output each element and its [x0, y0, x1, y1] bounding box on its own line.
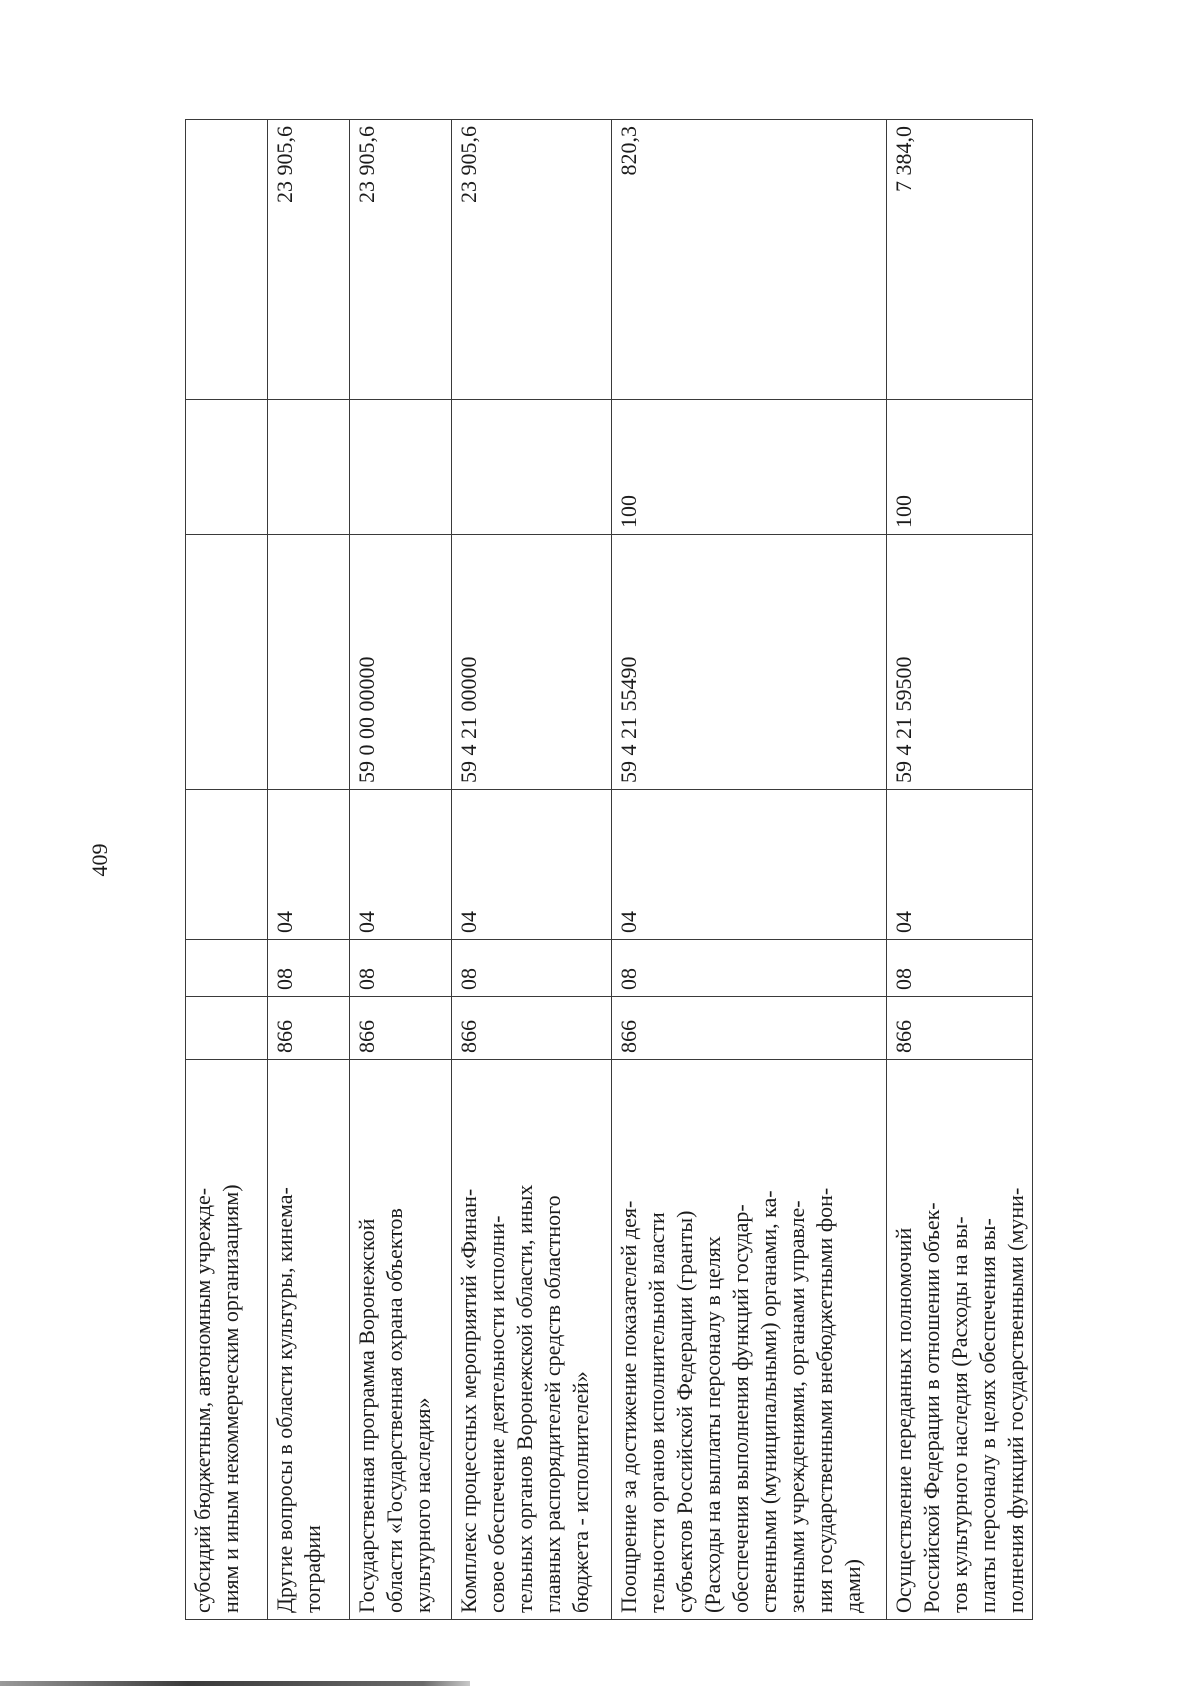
section-code: 08	[612, 940, 887, 997]
amount: 23 905,6	[452, 120, 612, 400]
description-line: бюджета - исполнителей»	[568, 1371, 593, 1613]
description-line: Осуществление переданных полномочий	[891, 1227, 916, 1613]
amount: 7 384,0	[887, 120, 1033, 400]
description-line: совое обеспечение деятельности исполни-	[484, 1215, 509, 1613]
target-article: 59 4 21 55490	[612, 535, 887, 790]
target-article: 59 4 21 59500	[887, 535, 1033, 790]
expense-type	[186, 400, 268, 535]
description-line: обеспечения выполнения функций государ-	[728, 1204, 753, 1613]
ministry-code: 866	[612, 997, 887, 1060]
row-description	[186, 1060, 268, 1620]
description-line: Комплекс процессных мероприятий «Финан-	[456, 1188, 481, 1613]
subsection-code: 04	[887, 790, 1033, 940]
scan-edge-rule	[0, 1681, 470, 1686]
description-line: ниям и иным некоммерческим организациям)	[218, 1184, 243, 1613]
description-line: культурного наследия»	[410, 1397, 435, 1613]
description-line: ния государственными внебюджетными фон-	[812, 1187, 837, 1613]
ministry-code	[186, 997, 268, 1060]
expense-type	[268, 400, 350, 535]
description-line: Государственная программа Воронежской	[354, 1218, 379, 1613]
amount: 23 905,6	[268, 120, 350, 400]
expense-type: 100	[612, 400, 887, 535]
target-article	[268, 535, 350, 790]
expense-type: 100	[887, 400, 1033, 535]
subsection-code	[186, 790, 268, 940]
ministry-code: 866	[268, 997, 350, 1060]
subsection-code: 04	[268, 790, 350, 940]
page-number: 409	[87, 843, 112, 877]
amount: 820,3	[612, 120, 887, 400]
ministry-code: 866	[350, 997, 452, 1060]
row-description	[268, 1060, 350, 1620]
target-article: 59 0 00 00000	[350, 535, 452, 790]
expense-type	[452, 400, 612, 535]
subsection-code: 04	[350, 790, 452, 940]
description-line: полнения функций государственными (муни-	[1003, 1187, 1028, 1613]
section-code: 08	[887, 940, 1033, 997]
table-row	[350, 120, 452, 1620]
table-row	[268, 120, 350, 1620]
description-line: Другие вопросы в области культуры, кинема-	[272, 1187, 297, 1613]
description-line: области «Государственная охрана объектов	[382, 1208, 407, 1613]
amount	[186, 120, 268, 400]
subsection-code: 04	[452, 790, 612, 940]
description-line: главных распорядителей средств областного	[540, 1195, 565, 1613]
section-code: 08	[268, 940, 350, 997]
row-description	[887, 1060, 1033, 1620]
ministry-code: 866	[887, 997, 1033, 1060]
table-row	[186, 120, 268, 1620]
ministry-code: 866	[452, 997, 612, 1060]
expense-type	[350, 400, 452, 535]
target-article: 59 4 21 00000	[452, 535, 612, 790]
amount: 23 905,6	[350, 120, 452, 400]
section-code	[186, 940, 268, 997]
description-line: тографии	[300, 1525, 325, 1613]
description-line: Поощрение за достижение показателей дея-	[616, 1200, 641, 1613]
section-code: 08	[452, 940, 612, 997]
description-line: тельных органов Воронежской области, иных	[512, 1184, 537, 1613]
description-line: платы персоналу в целях обеспечения вы-	[975, 1218, 1000, 1613]
description-line: дами)	[840, 1559, 865, 1613]
description-line: тельности органов исполнительной власти	[644, 1212, 669, 1613]
description-line: зенными учреждениями, органами управле-	[784, 1200, 809, 1613]
table-row	[452, 120, 612, 1620]
row-description	[350, 1060, 452, 1620]
row-description	[612, 1060, 887, 1620]
row-description	[452, 1060, 612, 1620]
table-row	[887, 120, 1033, 1620]
description-line: ственными (муниципальными) органами, ка-	[756, 1190, 781, 1613]
section-code: 08	[350, 940, 452, 997]
target-article	[186, 535, 268, 790]
subsection-code: 04	[612, 790, 887, 940]
description-line: тов культурного наследия (Расходы на вы-	[947, 1216, 972, 1613]
description-line: (Расходы на выплаты персоналу в целях	[700, 1236, 725, 1613]
description-line: субъектов Российской Федерации (гранты)	[672, 1210, 697, 1613]
description-line: субсидий бюджетным, автономным учрежде-	[190, 1187, 215, 1613]
budget-table	[185, 119, 1033, 1620]
table-row	[612, 120, 887, 1620]
description-line: Российской Федерации в отношении объек-	[919, 1202, 944, 1613]
rotated-page-content	[185, 120, 1028, 1620]
